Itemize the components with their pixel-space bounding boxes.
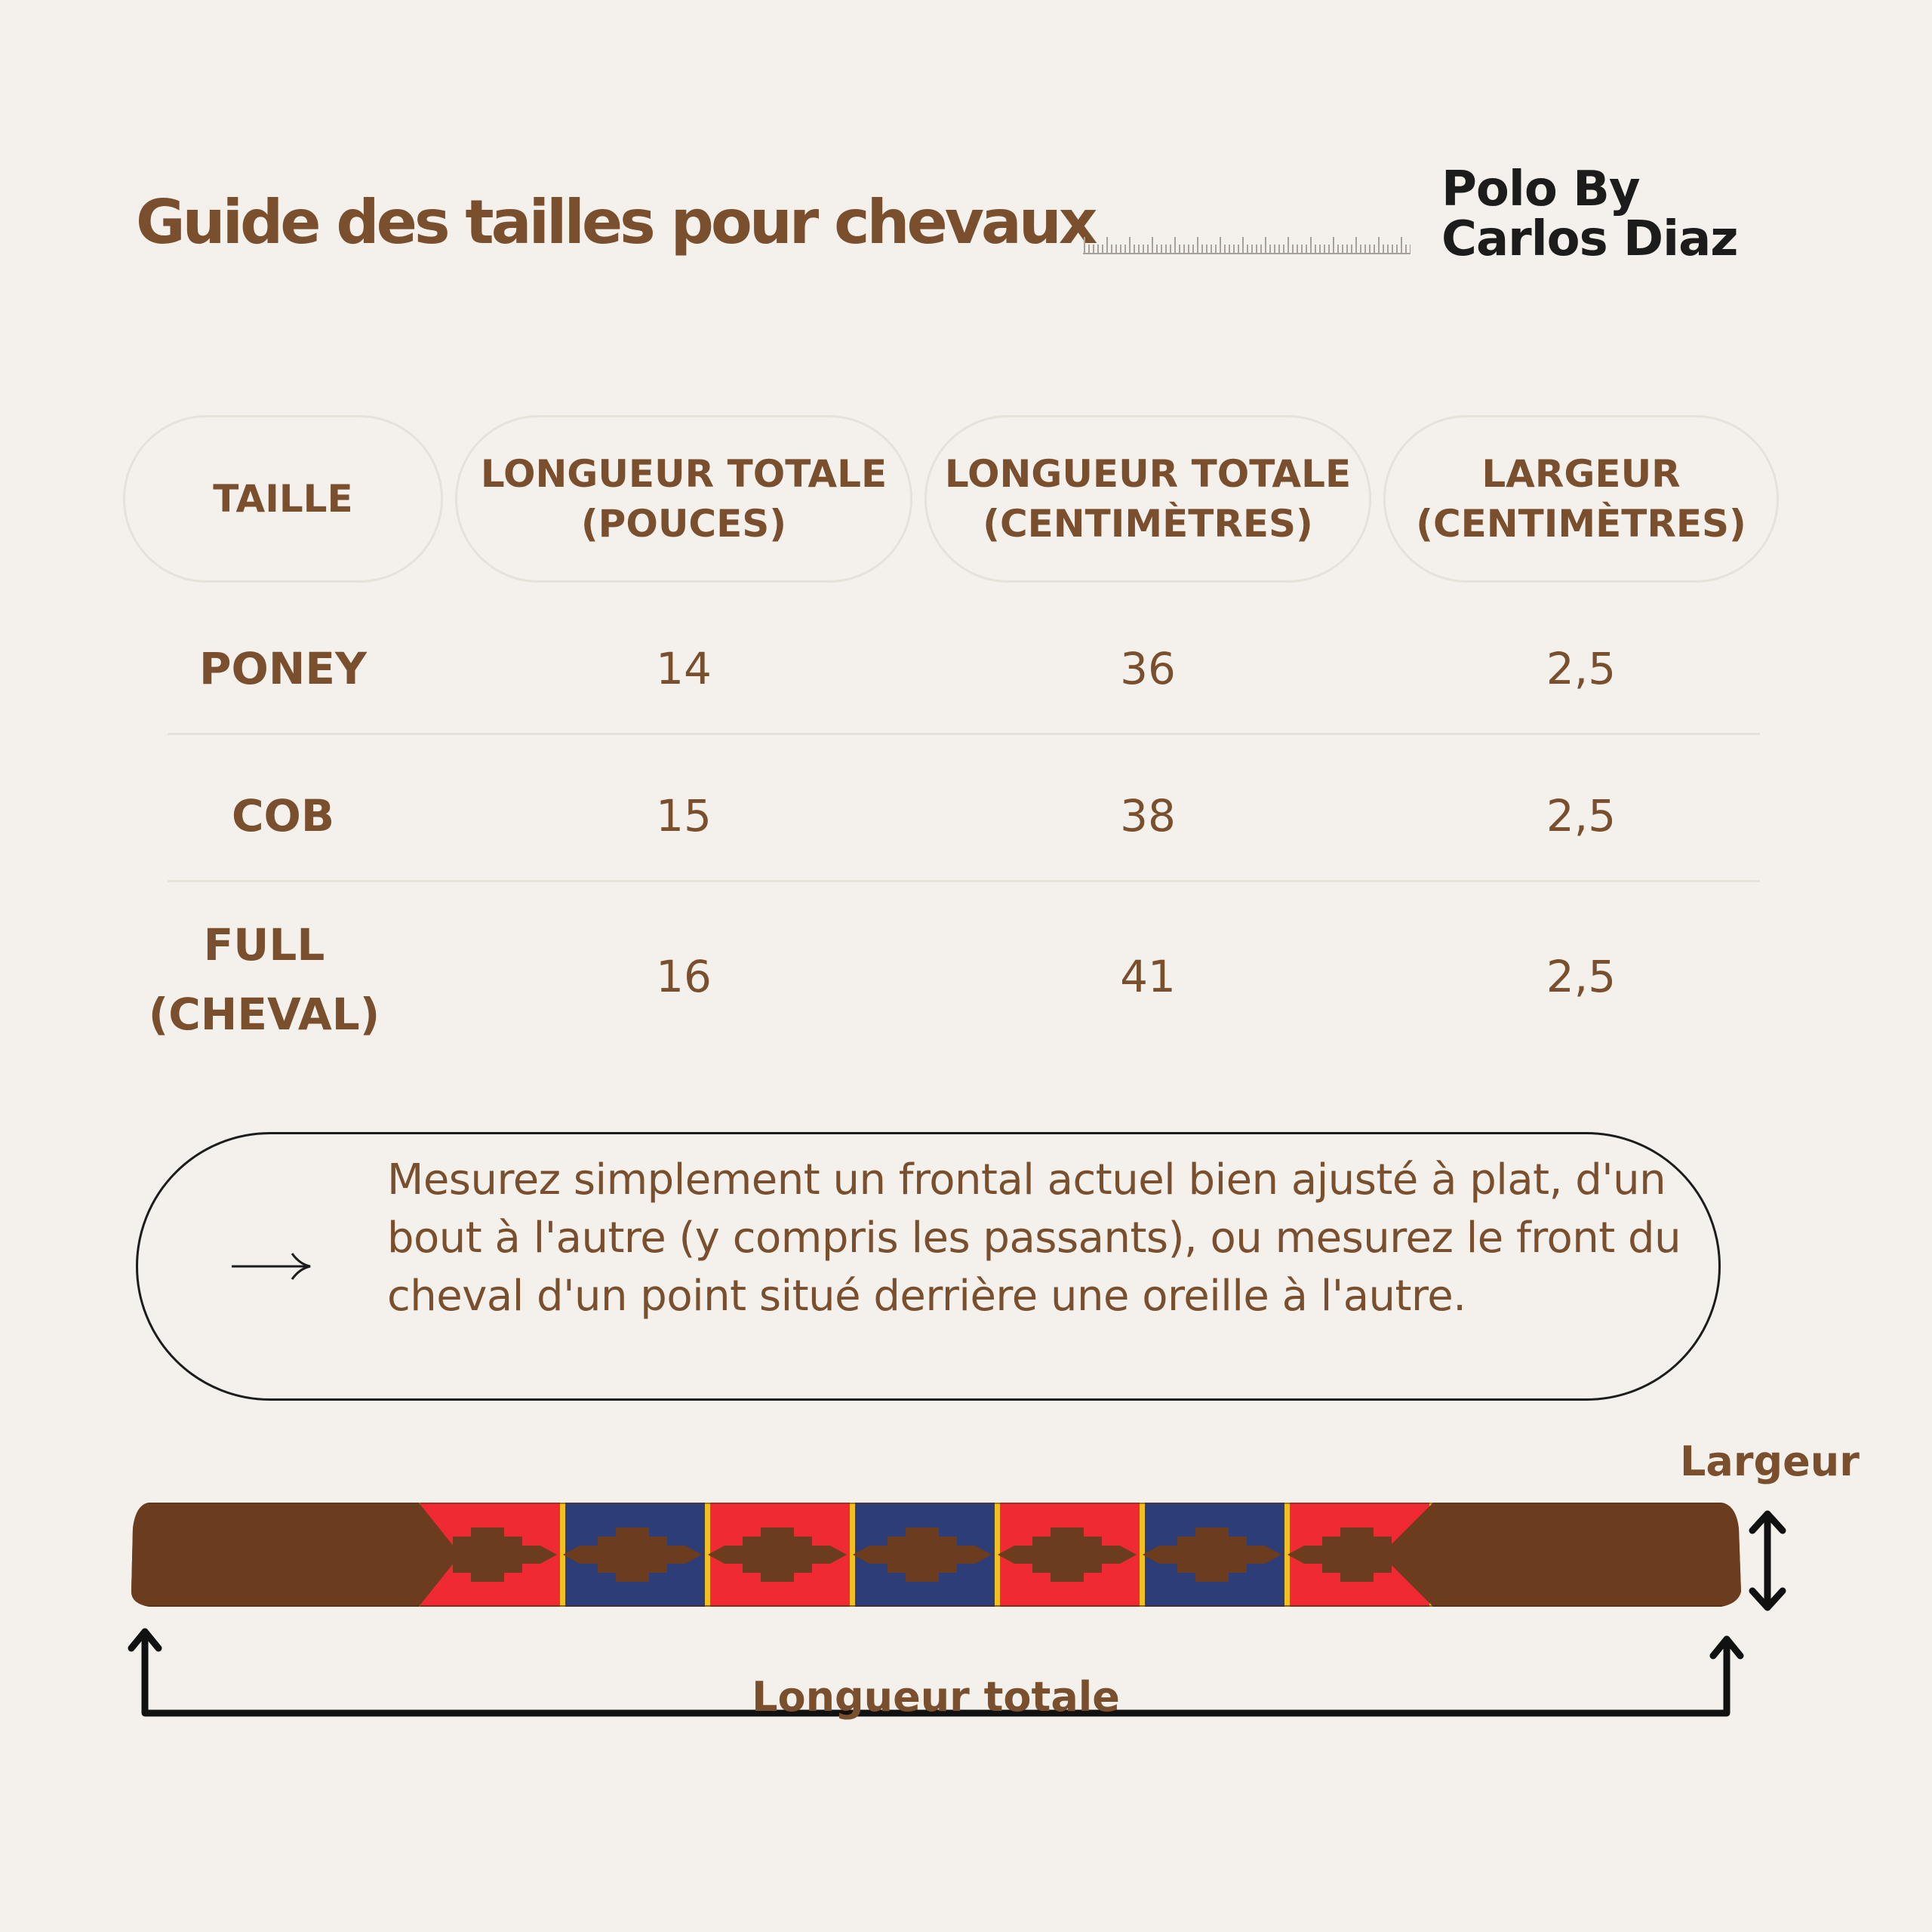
width-label: Largeur <box>1680 1438 1860 1485</box>
row-poney-largeur: 2,5 <box>1546 643 1617 694</box>
header-largeur-line1: LARGEUR <box>1481 452 1681 496</box>
row-poney-cm: 36 <box>1120 643 1176 694</box>
header-longueur-cm-line1: LONGUEUR TOTALE <box>944 452 1352 496</box>
header-longueur-pouces-line2: (POUCES) <box>580 502 787 546</box>
row-full-size-line1: FULL <box>203 919 325 971</box>
row-cob-size-label: COB <box>231 790 335 841</box>
row-full-largeur: 2,5 <box>1546 951 1617 1002</box>
length-label: Longueur totale <box>752 1673 1120 1721</box>
row-full-size-line2: (CHEVAL) <box>148 989 380 1040</box>
note-text: Mesurez simplement un frontal actuel bien ajusté à plat, d'un bout à l'autre (y compris les passants), ou mesurez le front du cheval d'un point situé derrière une oreille à l'autre. <box>387 1155 1681 1321</box>
row-cob-cm: 38 <box>1120 790 1176 841</box>
header-longueur-pouces-line1: LONGUEUR TOTALE <box>480 452 888 496</box>
row-full-cm: 41 <box>1120 951 1176 1002</box>
row-cob-largeur: 2,5 <box>1546 790 1617 841</box>
brand-line-1: Polo By <box>1441 162 1640 217</box>
row-full-pouces: 16 <box>656 951 712 1002</box>
page-title: Guide des tailles pour chevaux <box>136 187 1095 257</box>
header-longueur-cm-line2: (CENTIMÈTRES) <box>983 502 1313 546</box>
header-taille-label: TAILLE <box>213 477 353 521</box>
brand-line-2: Carlos Diaz <box>1441 211 1738 267</box>
row-poney-pouces: 14 <box>656 643 712 694</box>
row-poney-size-label: PONEY <box>199 643 367 694</box>
header-largeur-line2: (CENTIMÈTRES) <box>1416 502 1746 546</box>
width-arrow-icon <box>1752 1514 1783 1607</box>
row-cob-pouces: 15 <box>656 790 712 841</box>
